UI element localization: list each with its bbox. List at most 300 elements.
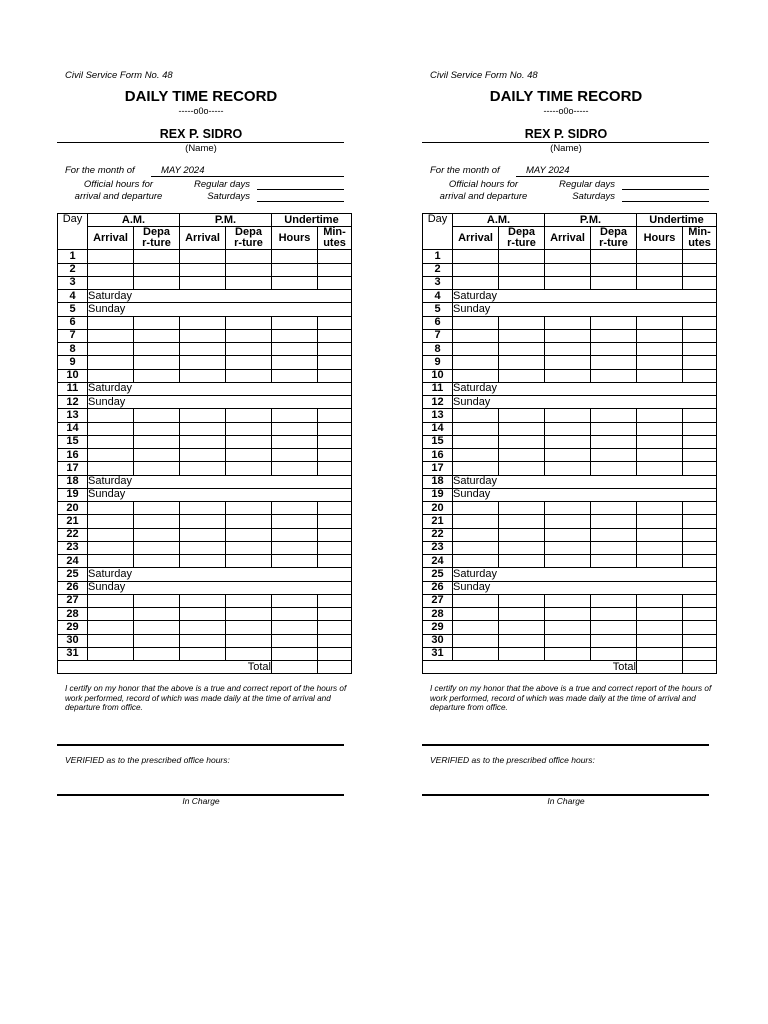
undertime-minutes-cell[interactable]	[683, 621, 717, 634]
am-arrival-cell[interactable]	[88, 356, 134, 369]
am-departure-cell[interactable]	[134, 502, 180, 515]
pm-arrival-cell[interactable]	[545, 250, 591, 263]
undertime-minutes-cell[interactable]	[683, 263, 717, 276]
undertime-hours-cell[interactable]	[637, 356, 683, 369]
pm-departure-cell[interactable]	[226, 369, 272, 382]
am-arrival-cell[interactable]	[88, 528, 134, 541]
pm-departure-cell[interactable]	[591, 555, 637, 568]
am-arrival-cell[interactable]	[88, 515, 134, 528]
am-arrival-header: Arrival	[453, 227, 499, 250]
pm-departure-cell[interactable]	[226, 647, 272, 660]
undertime-minutes-cell[interactable]	[318, 541, 352, 554]
pm-departure-cell[interactable]	[226, 276, 272, 289]
undertime-hours-cell[interactable]	[637, 316, 683, 329]
pm-arrival-cell[interactable]	[545, 634, 591, 647]
undertime-hours-cell[interactable]	[637, 369, 683, 382]
undertime-hours-cell[interactable]	[637, 608, 683, 621]
undertime-hours-cell[interactable]	[637, 594, 683, 607]
total-minutes-cell[interactable]	[683, 661, 717, 674]
undertime-hours-cell[interactable]	[637, 263, 683, 276]
am-arrival-cell[interactable]	[88, 250, 134, 263]
pm-arrival-cell[interactable]	[545, 515, 591, 528]
pm-arrival-cell[interactable]	[180, 594, 226, 607]
am-arrival-cell[interactable]	[453, 250, 499, 263]
pm-departure-cell[interactable]	[591, 369, 637, 382]
pm-arrival-cell[interactable]	[180, 555, 226, 568]
am-departure-cell[interactable]	[134, 621, 180, 634]
pm-departure-cell[interactable]	[591, 356, 637, 369]
pm-arrival-cell[interactable]	[180, 422, 226, 435]
am-arrival-cell[interactable]	[88, 343, 134, 356]
undertime-hours-cell[interactable]	[637, 250, 683, 263]
am-arrival-cell[interactable]	[453, 449, 499, 462]
pm-departure-cell[interactable]	[591, 250, 637, 263]
undertime-minutes-cell[interactable]	[318, 435, 352, 448]
total-hours-cell[interactable]	[272, 661, 318, 674]
pm-arrival-cell[interactable]	[545, 502, 591, 515]
undertime-hours-cell[interactable]	[272, 528, 318, 541]
pm-arrival-cell[interactable]	[180, 250, 226, 263]
pm-departure-cell[interactable]	[226, 634, 272, 647]
undertime-hours-cell[interactable]	[272, 263, 318, 276]
pm-departure-cell[interactable]	[591, 263, 637, 276]
undertime-minutes-cell[interactable]	[318, 316, 352, 329]
undertime-minutes-cell[interactable]	[683, 449, 717, 462]
saturdays-field[interactable]	[257, 201, 344, 202]
am-departure-cell[interactable]	[499, 250, 545, 263]
undertime-minutes-cell[interactable]	[683, 594, 717, 607]
pm-arrival-cell[interactable]	[545, 621, 591, 634]
am-departure-cell[interactable]	[499, 369, 545, 382]
undertime-hours-cell[interactable]	[637, 329, 683, 342]
undertime-minutes-cell[interactable]	[683, 356, 717, 369]
undertime-minutes-cell[interactable]	[318, 647, 352, 660]
pm-departure-cell[interactable]	[591, 528, 637, 541]
pm-arrival-cell[interactable]	[545, 555, 591, 568]
undertime-hours-cell[interactable]	[637, 449, 683, 462]
am-arrival-cell[interactable]	[88, 647, 134, 660]
pm-arrival-cell[interactable]	[545, 356, 591, 369]
undertime-hours-cell[interactable]	[272, 621, 318, 634]
pm-departure-cell[interactable]	[226, 263, 272, 276]
am-arrival-cell[interactable]	[453, 528, 499, 541]
undertime-hours-cell[interactable]	[637, 409, 683, 422]
pm-departure-cell[interactable]	[591, 329, 637, 342]
table-row	[423, 541, 717, 554]
pm-arrival-cell[interactable]	[180, 449, 226, 462]
undertime-minutes-cell[interactable]	[318, 276, 352, 289]
pm-departure-cell[interactable]	[591, 608, 637, 621]
undertime-minutes-cell[interactable]	[683, 541, 717, 554]
signature-line[interactable]	[57, 744, 344, 746]
pm-departure-cell[interactable]	[226, 594, 272, 607]
pm-arrival-cell[interactable]	[180, 608, 226, 621]
undertime-minutes-cell[interactable]	[318, 369, 352, 382]
undertime-hours-cell[interactable]	[637, 647, 683, 660]
undertime-minutes-cell[interactable]	[318, 621, 352, 634]
signature-line[interactable]	[422, 744, 709, 746]
pm-arrival-cell[interactable]	[180, 634, 226, 647]
pm-departure-cell[interactable]	[591, 449, 637, 462]
undertime-hours-cell[interactable]	[637, 435, 683, 448]
pm-departure-cell[interactable]	[226, 608, 272, 621]
am-departure-cell[interactable]	[499, 409, 545, 422]
pm-departure-cell[interactable]	[226, 435, 272, 448]
am-arrival-cell[interactable]	[453, 263, 499, 276]
pm-arrival-cell[interactable]	[545, 276, 591, 289]
am-arrival-cell[interactable]	[453, 555, 499, 568]
pm-arrival-cell[interactable]	[545, 541, 591, 554]
pm-departure-cell[interactable]	[226, 250, 272, 263]
am-arrival-cell[interactable]	[88, 435, 134, 448]
undertime-hours-cell[interactable]	[272, 316, 318, 329]
am-departure-cell[interactable]	[499, 422, 545, 435]
am-departure-cell[interactable]	[134, 462, 180, 475]
pm-departure-cell[interactable]	[591, 594, 637, 607]
pm-departure-cell[interactable]	[591, 621, 637, 634]
pm-departure-cell[interactable]	[226, 343, 272, 356]
pm-arrival-cell[interactable]	[545, 647, 591, 660]
undertime-hours-cell[interactable]	[272, 515, 318, 528]
table-row	[423, 621, 717, 634]
pm-departure-cell[interactable]	[226, 449, 272, 462]
undertime-minutes-cell[interactable]	[318, 263, 352, 276]
day-number: 29	[423, 621, 453, 634]
am-departure-cell[interactable]	[499, 356, 545, 369]
undertime-minutes-cell[interactable]	[318, 462, 352, 475]
undertime-hours-cell[interactable]	[272, 555, 318, 568]
undertime-hours-cell[interactable]	[637, 541, 683, 554]
am-arrival-cell[interactable]	[88, 502, 134, 515]
pm-arrival-cell[interactable]	[545, 409, 591, 422]
am-departure-cell[interactable]	[134, 555, 180, 568]
undertime-hours-cell[interactable]	[272, 343, 318, 356]
undertime-minutes-cell[interactable]	[683, 647, 717, 660]
pm-departure-cell[interactable]	[591, 541, 637, 554]
am-arrival-cell[interactable]	[88, 409, 134, 422]
am-arrival-cell[interactable]	[453, 329, 499, 342]
undertime-hours-cell[interactable]	[272, 329, 318, 342]
am-departure-cell[interactable]	[499, 435, 545, 448]
undertime-hours-cell[interactable]	[637, 621, 683, 634]
pm-departure-cell[interactable]	[226, 422, 272, 435]
pm-departure-cell[interactable]	[591, 462, 637, 475]
am-departure-cell[interactable]	[134, 343, 180, 356]
pm-departure-cell[interactable]	[226, 502, 272, 515]
day-number: 9	[58, 356, 88, 369]
undertime-hours-cell[interactable]	[272, 369, 318, 382]
pm-arrival-cell[interactable]	[180, 343, 226, 356]
undertime-hours-cell[interactable]	[272, 541, 318, 554]
undertime-minutes-cell[interactable]	[683, 462, 717, 475]
am-arrival-cell[interactable]	[453, 647, 499, 660]
am-arrival-cell[interactable]	[453, 356, 499, 369]
am-departure-cell[interactable]	[499, 528, 545, 541]
pm-arrival-cell[interactable]	[545, 343, 591, 356]
weekend-label: Sunday	[88, 488, 352, 501]
form-number: Civil Service Form No. 48	[430, 70, 538, 81]
am-departure-cell[interactable]	[134, 594, 180, 607]
am-departure-cell[interactable]	[134, 608, 180, 621]
pm-departure-cell[interactable]	[226, 409, 272, 422]
pm-departure-cell[interactable]	[591, 276, 637, 289]
am-arrival-cell[interactable]	[88, 329, 134, 342]
regular-days-field[interactable]	[257, 189, 344, 190]
total-minutes-cell[interactable]	[318, 661, 352, 674]
am-arrival-cell[interactable]	[88, 449, 134, 462]
pm-departure-cell[interactable]	[591, 343, 637, 356]
am-departure-cell[interactable]	[499, 555, 545, 568]
pm-departure-cell[interactable]	[226, 515, 272, 528]
pm-arrival-cell[interactable]	[545, 316, 591, 329]
am-arrival-cell[interactable]	[453, 502, 499, 515]
total-hours-cell[interactable]	[637, 661, 683, 674]
am-departure-cell[interactable]	[134, 528, 180, 541]
day-number: 6	[423, 316, 453, 329]
undertime-hours-cell[interactable]	[637, 634, 683, 647]
am-departure-cell[interactable]	[134, 634, 180, 647]
am-departure-cell[interactable]	[134, 250, 180, 263]
undertime-minutes-cell[interactable]	[683, 329, 717, 342]
pm-departure-cell[interactable]	[591, 422, 637, 435]
am-departure-cell[interactable]	[499, 541, 545, 554]
am-arrival-cell[interactable]	[88, 555, 134, 568]
am-departure-cell[interactable]	[499, 621, 545, 634]
undertime-minutes-cell[interactable]	[318, 634, 352, 647]
undertime-minutes-cell[interactable]	[318, 594, 352, 607]
am-departure-cell[interactable]	[499, 647, 545, 660]
am-departure-cell[interactable]	[134, 276, 180, 289]
pm-arrival-cell[interactable]	[180, 409, 226, 422]
am-departure-cell[interactable]	[134, 409, 180, 422]
undertime-hours-cell[interactable]	[272, 647, 318, 660]
undertime-minutes-cell[interactable]	[318, 608, 352, 621]
undertime-hours-cell[interactable]	[637, 502, 683, 515]
pm-departure-cell[interactable]	[226, 541, 272, 554]
table-row	[58, 475, 352, 488]
undertime-hours-cell[interactable]	[272, 356, 318, 369]
am-departure-cell[interactable]	[134, 647, 180, 660]
pm-arrival-cell[interactable]	[180, 263, 226, 276]
undertime-minutes-cell[interactable]	[683, 316, 717, 329]
undertime-minutes-cell[interactable]	[683, 422, 717, 435]
am-arrival-cell[interactable]	[88, 621, 134, 634]
undertime-hours-cell[interactable]	[637, 555, 683, 568]
am-departure-cell[interactable]	[134, 515, 180, 528]
am-arrival-cell[interactable]	[453, 594, 499, 607]
pm-departure-cell[interactable]	[591, 647, 637, 660]
am-departure-cell[interactable]	[499, 263, 545, 276]
saturdays-field[interactable]	[622, 201, 709, 202]
pm-arrival-cell[interactable]	[545, 369, 591, 382]
undertime-hours-cell[interactable]	[637, 515, 683, 528]
pm-arrival-cell[interactable]	[180, 316, 226, 329]
am-departure-cell[interactable]	[499, 343, 545, 356]
am-arrival-cell[interactable]	[453, 515, 499, 528]
undertime-minutes-cell[interactable]	[318, 502, 352, 515]
regular-days-field[interactable]	[622, 189, 709, 190]
undertime-hours-cell[interactable]	[637, 462, 683, 475]
am-arrival-cell[interactable]	[88, 608, 134, 621]
undertime-hours-cell[interactable]	[272, 634, 318, 647]
pm-arrival-cell[interactable]	[545, 462, 591, 475]
undertime-minutes-cell[interactable]	[318, 422, 352, 435]
undertime-minutes-cell[interactable]	[683, 555, 717, 568]
undertime-hours-cell[interactable]	[272, 435, 318, 448]
am-arrival-cell[interactable]	[453, 541, 499, 554]
pm-departure-cell[interactable]	[226, 528, 272, 541]
undertime-minutes-cell[interactable]	[683, 409, 717, 422]
pm-arrival-cell[interactable]	[545, 329, 591, 342]
undertime-hours-cell[interactable]	[637, 276, 683, 289]
undertime-minutes-cell[interactable]	[683, 250, 717, 263]
am-departure-cell[interactable]	[499, 316, 545, 329]
undertime-minutes-cell[interactable]	[318, 250, 352, 263]
am-arrival-cell[interactable]	[88, 263, 134, 276]
am-arrival-cell[interactable]	[453, 276, 499, 289]
official-hours-label-1: Official hours for	[448, 179, 519, 190]
pm-arrival-cell[interactable]	[545, 263, 591, 276]
am-arrival-cell[interactable]	[453, 409, 499, 422]
undertime-minutes-cell[interactable]	[318, 449, 352, 462]
undertime-minutes-cell[interactable]	[318, 528, 352, 541]
pm-arrival-cell[interactable]	[180, 621, 226, 634]
am-departure-cell[interactable]	[134, 422, 180, 435]
pm-departure-cell[interactable]	[591, 409, 637, 422]
undertime-minutes-cell[interactable]	[683, 276, 717, 289]
am-arrival-cell[interactable]	[453, 422, 499, 435]
undertime-minutes-cell[interactable]	[318, 343, 352, 356]
pm-departure-cell[interactable]	[591, 515, 637, 528]
pm-departure-cell[interactable]	[226, 316, 272, 329]
undertime-minutes-cell[interactable]	[318, 329, 352, 342]
undertime-hours-cell[interactable]	[272, 250, 318, 263]
pm-departure-cell[interactable]	[226, 462, 272, 475]
day-number: 14	[423, 422, 453, 435]
am-departure-cell[interactable]	[134, 316, 180, 329]
am-departure-cell[interactable]	[499, 594, 545, 607]
pm-arrival-cell[interactable]	[180, 369, 226, 382]
am-departure-cell[interactable]	[499, 634, 545, 647]
am-arrival-cell[interactable]	[88, 369, 134, 382]
am-arrival-cell[interactable]	[453, 462, 499, 475]
undertime-minutes-cell[interactable]	[683, 608, 717, 621]
pm-departure-cell[interactable]	[226, 555, 272, 568]
undertime-minutes-cell[interactable]	[683, 528, 717, 541]
pm-departure-cell[interactable]	[591, 502, 637, 515]
am-departure-cell[interactable]	[499, 502, 545, 515]
pm-departure-cell[interactable]	[226, 621, 272, 634]
am-departure-cell[interactable]	[499, 449, 545, 462]
undertime-hours-cell[interactable]	[637, 343, 683, 356]
am-arrival-cell[interactable]	[453, 343, 499, 356]
am-arrival-cell[interactable]	[88, 316, 134, 329]
undertime-hours-cell[interactable]	[272, 502, 318, 515]
am-departure-cell[interactable]	[134, 263, 180, 276]
am-departure-cell[interactable]	[134, 449, 180, 462]
undertime-hours-cell[interactable]	[272, 608, 318, 621]
am-arrival-cell[interactable]	[88, 462, 134, 475]
undertime-minutes-cell[interactable]	[318, 555, 352, 568]
pm-arrival-cell[interactable]	[545, 528, 591, 541]
day-number: 24	[423, 555, 453, 568]
pm-arrival-cell[interactable]	[180, 435, 226, 448]
am-departure-cell[interactable]	[499, 329, 545, 342]
undertime-minutes-cell[interactable]	[683, 502, 717, 515]
pm-arrival-cell[interactable]	[180, 462, 226, 475]
undertime-hours-cell[interactable]	[272, 409, 318, 422]
pm-arrival-cell[interactable]	[545, 449, 591, 462]
pm-arrival-cell[interactable]	[180, 647, 226, 660]
pm-arrival-cell[interactable]	[180, 356, 226, 369]
pm-arrival-cell[interactable]	[180, 276, 226, 289]
hours-header: Hours	[637, 227, 683, 250]
undertime-minutes-cell[interactable]	[683, 515, 717, 528]
am-departure-cell[interactable]	[499, 462, 545, 475]
am-arrival-cell[interactable]	[453, 316, 499, 329]
am-arrival-cell[interactable]	[88, 422, 134, 435]
pm-departure-cell[interactable]	[226, 329, 272, 342]
undertime-hours-cell[interactable]	[272, 276, 318, 289]
pm-arrival-cell[interactable]	[180, 502, 226, 515]
am-departure-cell[interactable]	[499, 608, 545, 621]
in-charge-label: In Charge	[182, 796, 220, 806]
undertime-minutes-cell[interactable]	[683, 435, 717, 448]
pm-arrival-cell[interactable]	[545, 608, 591, 621]
undertime-minutes-cell[interactable]	[318, 409, 352, 422]
pm-arrival-cell[interactable]	[545, 422, 591, 435]
am-departure-cell[interactable]	[499, 515, 545, 528]
am-arrival-cell[interactable]	[88, 594, 134, 607]
undertime-hours-cell[interactable]	[637, 422, 683, 435]
pm-departure-cell[interactable]	[591, 634, 637, 647]
am-arrival-cell[interactable]	[453, 634, 499, 647]
am-arrival-cell[interactable]	[453, 369, 499, 382]
undertime-hours-cell[interactable]	[272, 422, 318, 435]
am-arrival-cell[interactable]	[88, 276, 134, 289]
pm-arrival-cell[interactable]	[180, 541, 226, 554]
am-arrival-cell[interactable]	[88, 541, 134, 554]
pm-arrival-cell[interactable]	[545, 594, 591, 607]
am-departure-cell[interactable]	[134, 541, 180, 554]
undertime-hours-cell[interactable]	[637, 528, 683, 541]
am-arrival-cell[interactable]	[453, 608, 499, 621]
pm-arrival-cell[interactable]	[180, 515, 226, 528]
undertime-hours-cell[interactable]	[272, 449, 318, 462]
am-departure-cell[interactable]	[499, 276, 545, 289]
undertime-minutes-cell[interactable]	[683, 343, 717, 356]
am-departure-cell[interactable]	[134, 329, 180, 342]
undertime-minutes-cell[interactable]	[318, 515, 352, 528]
pm-departure-cell[interactable]	[591, 435, 637, 448]
am-departure-cell[interactable]	[134, 369, 180, 382]
undertime-minutes-cell[interactable]	[683, 369, 717, 382]
am-departure-cell[interactable]	[134, 435, 180, 448]
pm-arrival-cell[interactable]	[545, 435, 591, 448]
am-arrival-cell[interactable]	[453, 435, 499, 448]
undertime-hours-cell[interactable]	[272, 594, 318, 607]
pm-arrival-cell[interactable]	[180, 329, 226, 342]
pm-arrival-cell[interactable]	[180, 528, 226, 541]
pm-departure-cell[interactable]	[591, 316, 637, 329]
undertime-minutes-cell[interactable]	[683, 634, 717, 647]
undertime-minutes-cell[interactable]	[318, 356, 352, 369]
pm-departure-cell[interactable]	[226, 356, 272, 369]
am-departure-cell[interactable]	[134, 356, 180, 369]
am-arrival-cell[interactable]	[453, 621, 499, 634]
undertime-hours-cell[interactable]	[272, 462, 318, 475]
am-arrival-cell[interactable]	[88, 634, 134, 647]
